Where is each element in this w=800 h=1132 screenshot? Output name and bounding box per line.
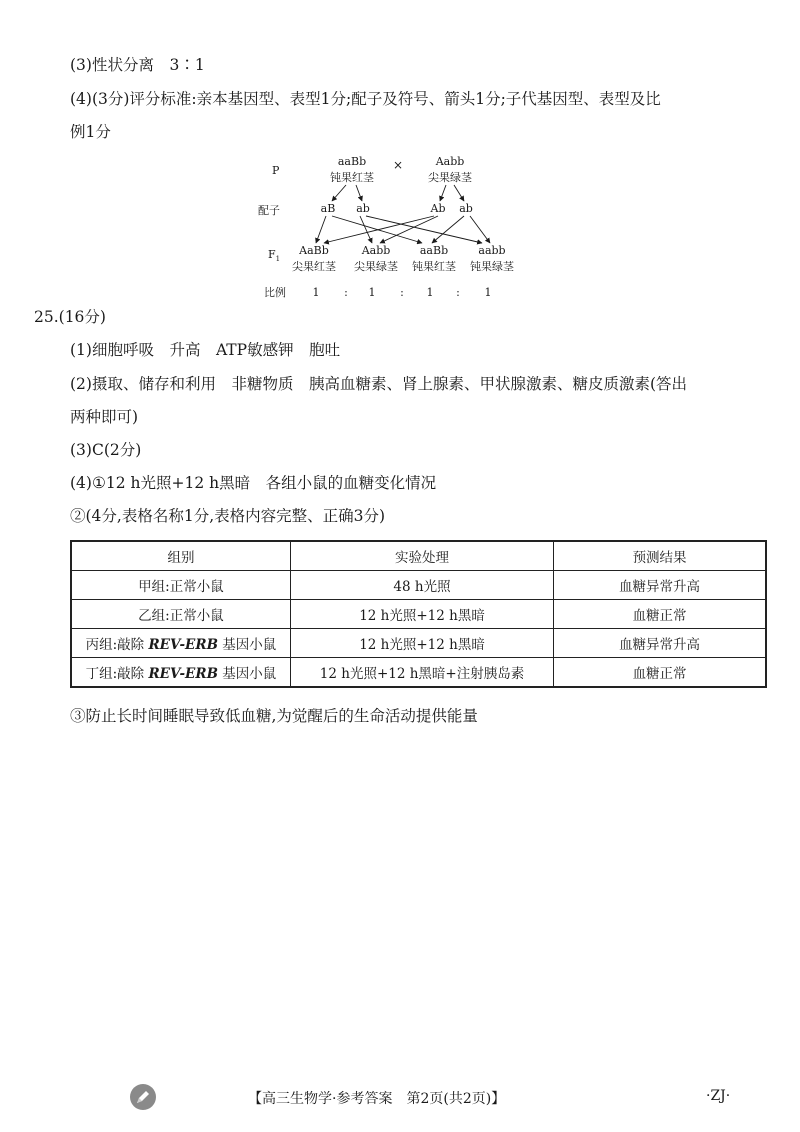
treatment-cell: 12 h光照+12 h黑暗+注射胰岛素 <box>290 658 553 688</box>
ratio-value-1: 1 <box>312 286 320 299</box>
q25-part3: (3)C(2分) <box>70 441 142 459</box>
group-cell: 乙组:正常小鼠 <box>71 600 290 629</box>
table-row <box>71 629 766 658</box>
group-cell: 甲组:正常小鼠 <box>71 571 290 600</box>
ratio-sep-3: : <box>456 286 460 299</box>
q25-part4-item1: (4)①12 h光照+12 h黑暗 各组小鼠的血糖变化情况 <box>70 474 437 492</box>
result-cell: 血糖正常 <box>554 658 766 688</box>
arrow-p2-ab <box>454 185 464 201</box>
group-cell: 丁组:敲除 REV-ERB 基因小鼠 <box>71 658 290 688</box>
arrow-p2-Ab <box>440 185 446 201</box>
footer-code: ·ZJ· <box>706 1088 731 1104</box>
ratio-label: 比例 <box>264 286 286 299</box>
gamete-2: ab <box>356 202 370 215</box>
header-group: 组别 <box>71 541 290 571</box>
header-result: 预测结果 <box>554 541 766 571</box>
parent1-genotype: aaBb <box>337 155 367 168</box>
parent2-phenotype: 尖果绿茎 <box>428 171 472 184</box>
arrow-ab2-aabb <box>470 216 490 243</box>
footer-title: 【高三生物学·参考答案 第2页(共2页)】 <box>248 1091 506 1107</box>
q25-part4-item2: ②(4分,表格名称1分,表格内容完整、正确3分) <box>70 507 386 525</box>
cross-symbol: × <box>392 158 404 172</box>
result-cell: 血糖异常升高 <box>554 629 766 658</box>
gamete-1: aB <box>320 202 336 215</box>
gamete-label: 配子 <box>258 204 280 217</box>
offspring-4-genotype: aabb <box>478 244 506 257</box>
treatment-cell: 12 h光照+12 h黑暗 <box>290 629 553 658</box>
arrow-ab2-aaBb <box>432 216 464 243</box>
ratio-value-4: 1 <box>484 286 492 299</box>
pencil-icon <box>130 1084 156 1110</box>
q24-part3: (3)性状分离 3∶1 <box>70 56 205 74</box>
result-cell: 血糖异常升高 <box>554 571 766 600</box>
table-header-row <box>71 541 766 571</box>
q25-part1: (1)细胞呼吸 升高 ATP敏感钾 胞吐 <box>70 341 341 359</box>
treatment-cell: 12 h光照+12 h黑暗 <box>290 600 553 629</box>
arrow-aB-AaBb <box>316 216 326 243</box>
q25-heading: 25.(16分) <box>34 308 106 326</box>
arrow-p1-aB <box>332 185 346 201</box>
table-row <box>71 658 766 688</box>
parent1-phenotype: 钝果红茎 <box>330 171 374 184</box>
result-cell: 血糖正常 <box>554 600 766 629</box>
offspring-1-phenotype: 尖果红茎 <box>292 260 336 273</box>
offspring-3-genotype: aaBb <box>419 244 449 257</box>
gamete-3: Ab <box>430 202 446 215</box>
experiment-table <box>70 540 767 688</box>
offspring-4-phenotype: 钝果绿茎 <box>470 260 514 273</box>
arrow-ab-aabb <box>366 216 482 243</box>
parent2-genotype: Aabb <box>435 155 465 168</box>
table-row <box>71 600 766 629</box>
arrow-ab-Aabb <box>360 216 372 243</box>
table-row <box>71 571 766 600</box>
q24-part4-line2: 例1分 <box>70 123 111 141</box>
ratio-value-3: 1 <box>426 286 434 299</box>
f1-label: $F_1$ <box>268 248 281 263</box>
arrow-Ab-AaBb <box>324 216 434 243</box>
group-cell: 丙组:敲除 REV-ERB 基因小鼠 <box>71 629 290 658</box>
q25-part2-line1: (2)摄取、储存和利用 非糖物质 胰高血糖素、肾上腺素、甲状腺激素、糖皮质激素(答出 <box>70 375 688 393</box>
offspring-2-phenotype: 尖果绿茎 <box>354 260 398 273</box>
header-treatment: 实验处理 <box>290 541 553 571</box>
ratio-sep-2: : <box>400 286 404 299</box>
p-label: P <box>272 164 280 177</box>
ratio-value-2: 1 <box>368 286 376 299</box>
genetic-cross-diagram <box>250 150 550 302</box>
offspring-3-phenotype: 钝果红茎 <box>412 260 456 273</box>
ratio-sep-1: : <box>344 286 348 299</box>
treatment-cell: 48 h光照 <box>290 571 553 600</box>
q25-part4-item3: ③防止长时间睡眠导致低血糖,为觉醒后的生命活动提供能量 <box>70 707 478 725</box>
q25-part2-line2: 两种即可) <box>70 408 139 426</box>
offspring-2-genotype: Aabb <box>361 244 391 257</box>
q24-part4-line1: (4)(3分)评分标准:亲本基因型、表型1分;配子及符号、箭头1分;子代基因型、表型及比 <box>70 90 661 108</box>
arrow-p1-ab <box>356 185 362 201</box>
offspring-1-genotype: AaBb <box>299 244 329 257</box>
gamete-4: ab <box>459 202 473 215</box>
